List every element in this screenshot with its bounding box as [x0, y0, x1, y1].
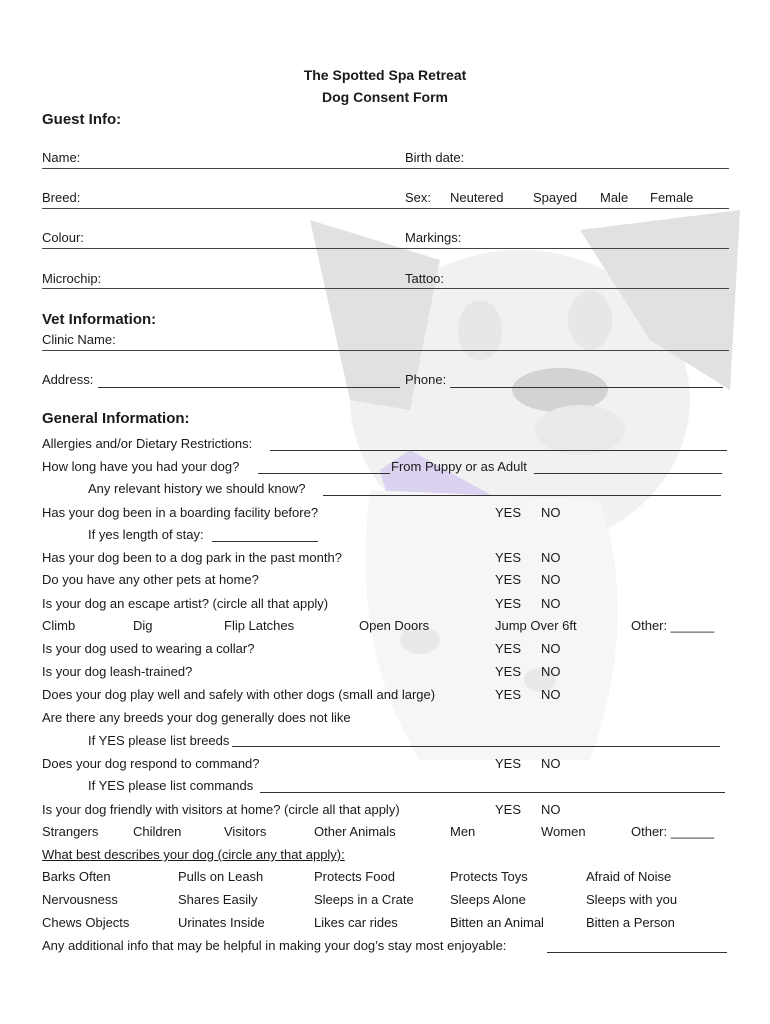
play-yes[interactable]: YES [495, 687, 522, 702]
dog-park-question: Has your dog been to a dog park in the past month? [42, 550, 342, 565]
escape-no[interactable]: NO [541, 596, 561, 611]
trait-sleeps-in-crate[interactable]: Sleeps in a Crate [314, 892, 414, 907]
name-label: Name: [42, 150, 81, 165]
guest-info-heading: Guest Info: [42, 111, 122, 128]
friendly-option-visitors[interactable]: Visitors [224, 824, 267, 839]
friendly-option-men[interactable]: Men [450, 824, 476, 839]
history-label: Any relevant history we should know? [88, 481, 306, 496]
escape-option-jump[interactable]: Jump Over 6ft [495, 618, 577, 633]
friendly-option-other-animals[interactable]: Other Animals [314, 824, 396, 839]
phone-label: Phone: [405, 372, 447, 387]
leash-question: Is your dog leash-trained? [42, 664, 193, 679]
breeds-list-label: If YES please list breeds [88, 733, 230, 748]
spayed-option[interactable]: Spayed [533, 190, 578, 205]
leash-no[interactable]: NO [541, 664, 561, 679]
trait-sleeps-with-you[interactable]: Sleeps with you [586, 892, 678, 907]
trait-nervousness[interactable]: Nervousness [42, 892, 118, 907]
friendly-option-other[interactable]: Other: ______ [631, 824, 715, 839]
breeds-list-line[interactable] [232, 746, 720, 747]
other-pets-question: Do you have any other pets at home? [42, 572, 259, 587]
trait-chews-objects[interactable]: Chews Objects [42, 915, 130, 930]
trait-protects-food[interactable]: Protects Food [314, 869, 395, 884]
commands-yes[interactable]: YES [495, 756, 522, 771]
commands-list-label: If YES please list commands [88, 778, 254, 793]
address-label: Address: [42, 372, 94, 387]
escape-option-flip-latches[interactable]: Flip Latches [224, 618, 295, 633]
name-line[interactable] [42, 168, 729, 169]
escape-option-dig[interactable]: Dig [133, 618, 153, 633]
how-long-label: How long have you had your dog? [42, 459, 240, 474]
trait-afraid-of-noise[interactable]: Afraid of Noise [586, 869, 672, 884]
play-question: Does your dog play well and safely with other dogs (small and large) [42, 687, 436, 702]
breed-line[interactable] [42, 208, 729, 209]
trait-urinates-inside[interactable]: Urinates Inside [178, 915, 265, 930]
address-line[interactable] [98, 387, 400, 388]
collar-question: Is your dog used to wearing a collar? [42, 641, 255, 656]
commands-no[interactable]: NO [541, 756, 561, 771]
escape-yes[interactable]: YES [495, 596, 522, 611]
trait-sleeps-alone[interactable]: Sleeps Alone [450, 892, 526, 907]
collar-yes[interactable]: YES [495, 641, 522, 656]
breeds-question: Are there any breeds your dog generally does not like [42, 710, 351, 725]
vet-info-heading: Vet Information: [42, 311, 157, 328]
sex-label: Sex: [405, 190, 432, 205]
dog-park-yes[interactable]: YES [495, 550, 522, 565]
trait-pulls-on-leash[interactable]: Pulls on Leash [178, 869, 264, 884]
boarding-yes[interactable]: YES [495, 505, 522, 520]
friendly-no[interactable]: NO [541, 802, 561, 817]
friendly-option-children[interactable]: Children [133, 824, 182, 839]
colour-label: Colour: [42, 230, 84, 245]
from-puppy-label: From Puppy or as Adult [391, 459, 527, 474]
length-stay-line[interactable] [212, 541, 318, 542]
friendly-option-women[interactable]: Women [541, 824, 586, 839]
play-no[interactable]: NO [541, 687, 561, 702]
allergies-line[interactable] [270, 450, 727, 451]
allergies-label: Allergies and/or Dietary Restrictions: [42, 436, 253, 451]
tattoo-label: Tattoo: [405, 271, 445, 286]
female-option[interactable]: Female [650, 190, 694, 205]
commands-question: Does your dog respond to command? [42, 756, 260, 771]
history-line[interactable] [323, 495, 721, 496]
clinic-name-label: Clinic Name: [42, 332, 116, 347]
leash-yes[interactable]: YES [495, 664, 522, 679]
from-puppy-line[interactable] [534, 473, 722, 474]
how-long-line[interactable] [258, 473, 390, 474]
commands-list-line[interactable] [260, 792, 725, 793]
escape-option-other[interactable]: Other: ______ [631, 618, 715, 633]
breed-label: Breed: [42, 190, 81, 205]
male-option[interactable]: Male [600, 190, 629, 205]
neutered-option[interactable]: Neutered [450, 190, 504, 205]
friendly-option-strangers[interactable]: Strangers [42, 824, 99, 839]
trait-likes-car-rides[interactable]: Likes car rides [314, 915, 398, 930]
other-pets-no[interactable]: NO [541, 572, 561, 587]
trait-bitten-person[interactable]: Bitten a Person [586, 915, 675, 930]
additional-info-label: Any additional info that may be helpful in making your dog’s stay most enjoyable: [42, 938, 507, 953]
dog-park-no[interactable]: NO [541, 550, 561, 565]
describes-heading: What best describes your dog (circle any that apply): [42, 847, 345, 862]
additional-info-line[interactable] [547, 952, 727, 953]
microchip-label: Microchip: [42, 271, 102, 286]
phone-line[interactable] [450, 387, 723, 388]
markings-label: Markings: [405, 230, 462, 245]
general-info-heading: General Information: [42, 410, 190, 427]
form-title: The Spotted Spa Retreat [303, 67, 467, 83]
form-subtitle: Dog Consent Form [322, 89, 448, 105]
escape-option-climb[interactable]: Climb [42, 618, 76, 633]
collar-no[interactable]: NO [541, 641, 561, 656]
trait-shares-easily[interactable]: Shares Easily [178, 892, 258, 907]
boarding-no[interactable]: NO [541, 505, 561, 520]
boarding-question: Has your dog been in a boarding facility before? [42, 505, 319, 520]
escape-question: Is your dog an escape artist? (circle all that apply) [42, 596, 329, 611]
dalmatian-watermark-image [290, 200, 750, 800]
birth-date-label: Birth date: [405, 150, 465, 165]
length-stay-label: If yes length of stay: [88, 527, 204, 542]
other-pets-yes[interactable]: YES [495, 572, 522, 587]
friendly-yes[interactable]: YES [495, 802, 522, 817]
colour-line[interactable] [42, 248, 729, 249]
trait-bitten-animal[interactable]: Bitten an Animal [450, 915, 544, 930]
escape-option-open-doors[interactable]: Open Doors [359, 618, 430, 633]
clinic-line[interactable] [42, 350, 729, 351]
friendly-question: Is your dog friendly with visitors at home? (circle all that apply) [42, 802, 400, 817]
trait-protects-toys[interactable]: Protects Toys [450, 869, 528, 884]
trait-barks-often[interactable]: Barks Often [42, 869, 111, 884]
microchip-line[interactable] [42, 288, 729, 289]
